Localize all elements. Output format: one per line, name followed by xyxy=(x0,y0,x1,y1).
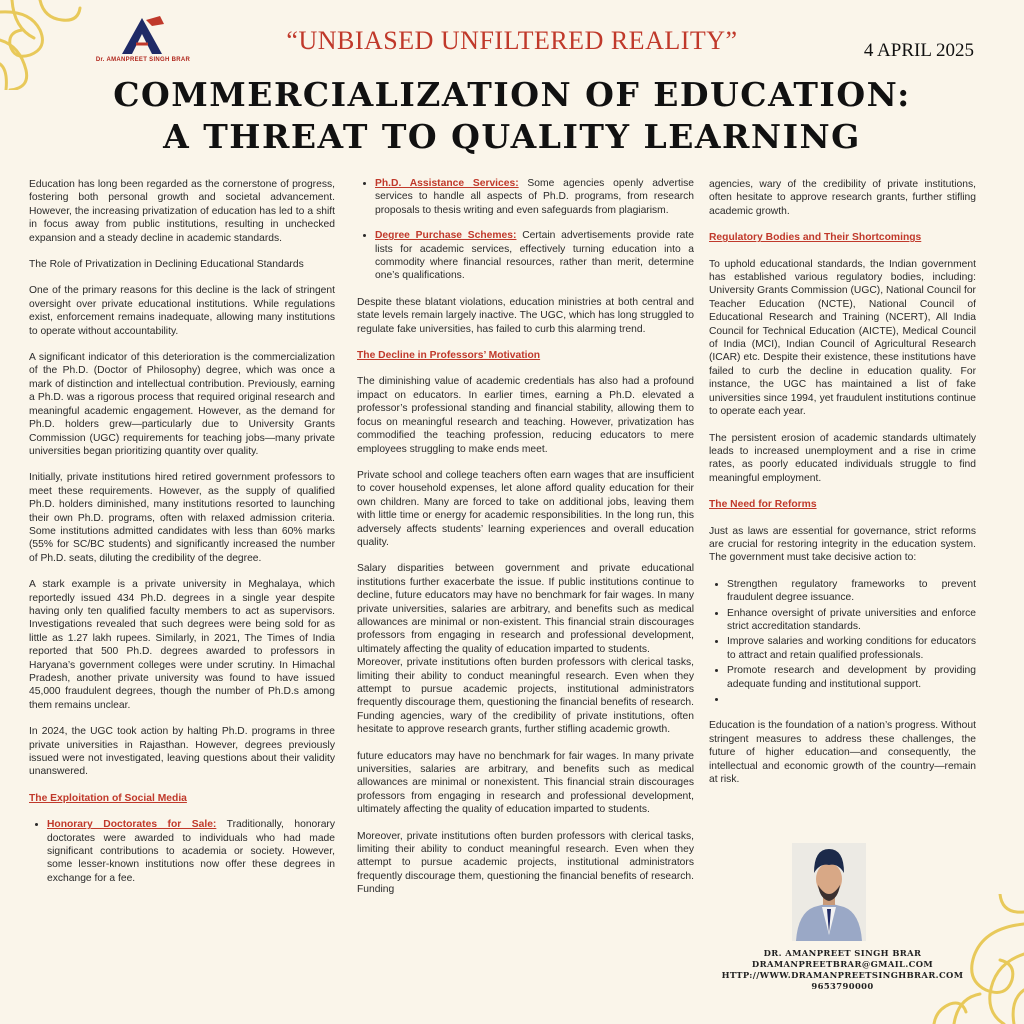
paragraph: Just as laws are essential for governance, strict reforms are crucial for restoring integrity in the education system. The government must take decisive action to: xyxy=(709,525,976,564)
bullet-list xyxy=(29,818,335,885)
list-item xyxy=(47,818,335,885)
list-item: • Strengthen regulatory frameworks to prevent fraudulent degree issuance. xyxy=(727,578,976,605)
article-column-1 xyxy=(29,178,335,898)
bullet-list xyxy=(357,177,694,283)
section-heading-regulatory-bodies: Regulatory Bodies and Their Shortcomings xyxy=(709,232,922,244)
author-name: DR. AMANPREET SINGH BRAR xyxy=(763,948,922,958)
title-line-2: A THREAT TO QUALITY LEARNING xyxy=(163,117,861,156)
list-item: • Promote research and development by providing adequate funding and institutional support. xyxy=(727,664,976,691)
tagline: “UNBIASED UNFILTERED REALITY” xyxy=(286,26,738,55)
paragraph: Despite these blatant violations, education ministries at both central and state levels remain largely inactive. The UGC, which has long struggled to regulate fake universities, has failed to curb this alarming trend. xyxy=(357,296,694,335)
reforms-list xyxy=(709,578,976,707)
list-item xyxy=(375,177,694,217)
logo-name-text: Dr. AMANPREET SINGH BRAR xyxy=(95,57,191,63)
section-heading-need-for-reforms: The Need for Reforms xyxy=(709,499,817,511)
section-heading-professors-motivation: The Decline in Professors’ Motivation xyxy=(357,350,541,362)
paragraph: The Role of Privatization in Declining Educational Standards xyxy=(29,259,304,271)
bullet-label: Honorary Doctorates for Sale: xyxy=(47,819,217,831)
paragraph: A significant indicator of this deterioration is the commercialization of the Ph.D. (Doctor of Philosophy) degree, which was once a mark of distinction and intellectual contribution. Previously, earning a Ph.D. was a rigorous process that required original research and meaningful academic engagement. However, as the demand for Ph.D. holders grew—particularly due to University Grants Commission (UGC) requirements for teaching jobs—many private universities began prioritizing quantity over quality. xyxy=(29,352,335,457)
article-column-2 xyxy=(357,177,694,910)
paragraph: The persistent erosion of academic standards ultimately leads to increased unemployment and a rise in crime rates, as poorly educated individuals struggle to find meaningful employment. xyxy=(709,432,976,484)
bullet-text: Traditionally, honorary doctorates were awarded to individuals who had made significant contributions to academia or society. However, some lesser-known institutions now offer these degrees in exchange for a fee. xyxy=(47,819,336,884)
author-phone: 9653790000 xyxy=(811,981,874,991)
publish-date: 4 APRIL 2025 xyxy=(863,40,974,61)
list-item xyxy=(375,229,694,283)
author-email: DRAMANPREETBRAR@GMAIL.COM xyxy=(751,959,934,969)
paragraph: Initially, private institutions hired retired government professors to meet these requirements. However, as the supply of qualified Ph.D. holders diminished, many institutions resorted to launching their own Ph.D. programs, often with relaxed admission criteria. Some institutions admitted candidates with less than 60% marks (55% for SC/BC students) and significantly increased the number of Ph.D. seats, diluting the credibility of the degree. xyxy=(29,472,335,564)
bullet-text: Certain advertisements provide rate lists for academic services, effectively turning education into a commodity where financial resources, rather than merit, determine one’s qualifications. xyxy=(375,230,694,282)
bullet-label: Degree Purchase Schemes: xyxy=(375,230,517,242)
section-heading-social-media: The Exploitation of Social Media xyxy=(29,792,187,804)
page-title xyxy=(0,74,1024,158)
paragraph: A stark example is a private university in Meghalaya, which reportedly issued 434 Ph.D. degrees in a single year despite having only ten qualified faculty members to act as supervisors. Investigations revealed that such degrees were being sold for as little as 1.27 lakh rupees. Similarly, in 2021, The Times of India reported that 500 Ph.D. degrees awarded to professors in Haryana’s government colleges were under scrutiny. In Himachal Pradesh, another private university was found to have issued 45,000 fraudulent degrees, though the number of Ph.D.s among them remains unclear. xyxy=(29,579,335,711)
article-column-3 xyxy=(709,178,976,799)
bullet-label: Ph.D. Assistance Services: xyxy=(375,178,519,189)
list-item: • Improve salaries and working conditions for educators to attract and retain qualified professionals. xyxy=(727,635,976,662)
paragraph: To uphold educational standards, the Indian government has established various regulatory bodies, including: University Grants Commission (UGC), National Council for Teacher Education (NCTE), National Council of Educational Research and Training (NCERT), All India Council for Technical Education (AICTE), Medical Council of India (MCI), Indian Council of Agricultural Research (ICAR) etc. Despite their existence, these institutions have failed to curb the decline in education quality. For instance, the UGC has maintained a list of fake universities since 1994, yet fraudulent institutions continue to operate each year. xyxy=(709,258,976,418)
paragraph: Education has long been regarded as the cornerstone of progress, fostering both personal growth and societal advancement. However, the increasing privatization of education has led to a shift in focus away from public institutions, resulting in unchecked expansion and a steady decline in academic standards. xyxy=(29,179,335,244)
author-photo xyxy=(792,843,866,941)
paragraph: agencies, wary of the credibility of private institutions, often hesitate to approve research grants, further stifling academic growth. xyxy=(709,179,976,217)
paragraph: Moreover, private institutions often burden professors with clerical tasks, limiting their ability to conduct meaningful research. Even when they attempt to pursue academic projects, institutional administrators frequently discourage them, questioning the financial benefits of research. Funding xyxy=(357,830,694,896)
paragraph: The diminishing value of academic credentials has also had a profound impact on educators. In earlier times, earning a Ph.D. elevated a professor’s professional standing and financial stability, allowing them to focus on meaningful research and teaching. However, privatization has commodified the teaching profession, reducing educators to mere employees struggling to make ends meet. xyxy=(357,376,694,455)
bullet-text: Some agencies openly advertise services to handle all aspects of Ph.D. programs, from research proposals to thesis writing and even safeguards from plagiarism. xyxy=(375,178,694,216)
paragraph: Education is the foundation of a nation’s progress. Without stringent measures to address these challenges, the future of higher education—and consequently, the intellectual and economic growth of the country—remain at risk. xyxy=(709,720,976,786)
paragraph: Salary disparities between government and private educational institutions further exacerbate the issue. If public institutions continue to decline, future educators may have no benchmark for fair wages. In many private universities, salaries are arbitrary, and benefits such as medical allowances are minimal or non-existent. This financial strain discourages professors from engaging in research and professional development, ultimately affecting the quality of education imparted to students. xyxy=(357,563,694,655)
paragraph: future educators may have no benchmark for fair wages. In many private universities, salaries are arbitrary, and benefits such as medical allowances are minimal or nonexistent. This financial strain discourages professors from engaging in research and professional development, ultimately affecting the quality of education imparted to students. xyxy=(357,750,694,816)
list-item-empty xyxy=(727,693,976,706)
title-line-1: COMMERCIALIZATION OF EDUCATION: xyxy=(113,75,911,114)
author-website: HTTP://WWW.DRAMANPREETSINGHBRAR.COM xyxy=(721,970,964,980)
paragraph: In 2024, the UGC took action by halting Ph.D. programs in three private universities in Rajasthan. However, degrees previously issued were not investigated, leaving questions about their validity unanswered. xyxy=(29,726,335,778)
author-info xyxy=(705,948,980,992)
paragraph: One of the primary reasons for this decline is the lack of stringent oversight over private educational institutions. While regulations exist, enforcement remains inadequate, allowing many institutions to operate without accountability. xyxy=(29,285,335,337)
paragraph: Private school and college teachers often earn wages that are insufficient to cover household expenses, let alone afford quality education for their own children. Many are forced to take on additional jobs, leaving them with little time or energy for academic responsibilities. In the long run, this adversely affects students’ learning experiences and overall education quality. xyxy=(357,469,694,548)
list-item: • Enhance oversight of private universities and enforce strict accreditation standards. xyxy=(727,607,976,634)
paragraph: Moreover, private institutions often burden professors with clerical tasks, limiting their ability to conduct meaningful research. Even when they attempt to pursue academic projects, institutional administrators frequently discourage them, questioning the financial benefits of research. Funding agencies, wary of the credibility of private institutions, often hesitate to approve research grants, further stifling academic growth. xyxy=(357,657,694,736)
